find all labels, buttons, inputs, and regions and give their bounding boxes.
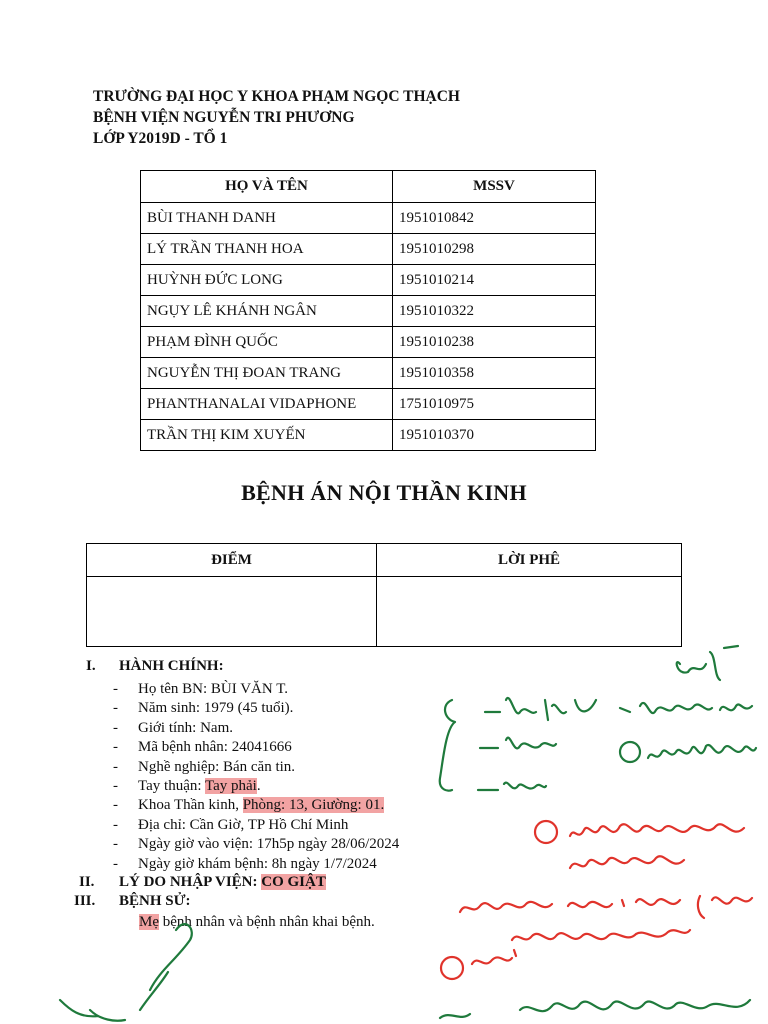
list-item <box>113 738 399 757</box>
comment-cell[interactable] <box>377 577 682 647</box>
patient-address: Địa chỉ: Cần Giờ, TP Hồ Chí Minh <box>138 816 349 833</box>
section-number: II. <box>79 874 95 890</box>
patient-id: Mã bệnh nhân: 24041666 <box>138 739 292 756</box>
circled-3 <box>441 957 463 979</box>
handedness-label: Tay thuận: <box>138 778 205 795</box>
score-cell[interactable] <box>87 577 377 647</box>
list-item <box>113 758 399 777</box>
hospital-name: BỆNH VIỆN NGUYỄN TRI PHƯƠNG <box>93 109 355 126</box>
note-top-right <box>677 646 738 680</box>
member-name: BÙI THANH DANH <box>141 203 393 234</box>
members-header-row <box>141 171 596 203</box>
note-line-xong <box>512 930 690 940</box>
member-id: 1951010322 <box>393 296 596 327</box>
note-line-2b <box>570 856 684 868</box>
admin-info-list <box>113 680 399 874</box>
table-row <box>141 234 596 265</box>
list-item <box>113 855 399 874</box>
comment-header: LỜI PHÊ <box>377 544 682 577</box>
patient-job: Nghề nghiệp: Bán căn tin. <box>138 758 296 775</box>
exam-time: Ngày giờ khám bệnh: 8h ngày 1/7/2024 <box>138 855 377 872</box>
table-row <box>141 358 596 389</box>
table-row <box>141 420 596 451</box>
grade-body-row <box>87 577 682 647</box>
history-source-highlight: Mẹ <box>139 914 159 930</box>
school-name: TRƯỜNG ĐẠI HỌC Y KHOA PHẠM NGỌC THẠCH <box>93 88 460 105</box>
note-line-chief <box>460 896 752 918</box>
grade-table <box>86 543 682 647</box>
member-name: PHANTHANALAI VIDAPHONE <box>141 389 393 420</box>
patient-birth: Năm sinh: 1979 (45 tuổi). <box>138 700 294 717</box>
room-bed: Phòng: 13, Giường: 01. <box>242 797 385 814</box>
score-header: ĐIỂM <box>87 544 377 577</box>
member-id: 1951010358 <box>393 358 596 389</box>
member-name: NGUYỄN THỊ ĐOAN TRANG <box>141 358 393 389</box>
member-name: NGỤY LÊ KHÁNH NGÂN <box>141 296 393 327</box>
handedness-end: . <box>256 778 261 795</box>
patient-gender: Giới tính: Nam. <box>138 719 234 736</box>
note-circled-2 <box>570 824 744 836</box>
member-name: TRẦN THỊ KIM XUYẾN <box>141 420 393 451</box>
list-item <box>113 719 399 738</box>
admission-reason: CO GIẬT <box>261 874 326 890</box>
section-label: HÀNH CHÍNH: <box>119 658 224 674</box>
bottom-left-scribble <box>60 924 192 1021</box>
section-label: LÝ DO NHẬP VIỆN: <box>119 874 258 890</box>
class-group: LỚP Y2019D - TỔ 1 <box>93 130 228 147</box>
member-id: 1951010370 <box>393 420 596 451</box>
school-header <box>93 86 460 149</box>
note-line-3 <box>478 783 546 790</box>
table-row <box>141 203 596 234</box>
note-line-1 <box>485 698 752 720</box>
bottom-right-scribble <box>440 1000 750 1018</box>
table-row <box>141 265 596 296</box>
document-title: BỆNH ÁN NỘI THẦN KINH <box>241 480 527 505</box>
circled-2 <box>535 821 557 843</box>
circled-1 <box>620 742 640 762</box>
history-source <box>139 914 375 931</box>
id-column-header: MSSV <box>393 171 596 203</box>
section-number: III. <box>74 893 96 909</box>
member-id: 1951010238 <box>393 327 596 358</box>
member-name: HUỲNH ĐỨC LONG <box>141 265 393 296</box>
list-item <box>113 816 399 835</box>
name-column-header: HỌ VÀ TÊN <box>141 171 393 203</box>
member-name: PHẠM ĐÌNH QUỐC <box>141 327 393 358</box>
table-row <box>141 389 596 420</box>
grade-header-row <box>87 544 682 577</box>
brace-scribble <box>440 700 455 791</box>
member-id: 1951010214 <box>393 265 596 296</box>
member-id: 1951010298 <box>393 234 596 265</box>
patient-name: Họ tên BN: BÙI VĂN T. <box>138 681 288 697</box>
table-row <box>141 296 596 327</box>
list-item <box>113 777 399 796</box>
department-label: Khoa Thần kinh, <box>138 797 243 814</box>
member-name: LÝ TRẦN THANH HOA <box>141 234 393 265</box>
member-id: 1951010842 <box>393 203 596 234</box>
note-line-2 <box>480 738 556 749</box>
note-circled-1 <box>648 745 756 758</box>
section-label: BỆNH SỬ: <box>119 893 191 909</box>
handedness-value: Tay phải <box>205 778 257 795</box>
table-row <box>141 327 596 358</box>
list-item <box>113 699 399 718</box>
list-item <box>113 835 399 854</box>
section-label-wrap <box>119 874 326 891</box>
red-ink-notes <box>441 821 752 979</box>
members-table <box>140 170 596 451</box>
admission-time: Ngày giờ vào viện: 17h5p ngày 28/06/2024 <box>138 836 400 853</box>
note-circled-3 <box>472 950 516 964</box>
list-item <box>113 796 399 815</box>
history-source-text: bệnh nhân và bệnh nhân khai bệnh. <box>159 914 375 930</box>
section-number: I. <box>86 658 96 674</box>
member-id: 1751010975 <box>393 389 596 420</box>
list-item <box>113 680 399 699</box>
